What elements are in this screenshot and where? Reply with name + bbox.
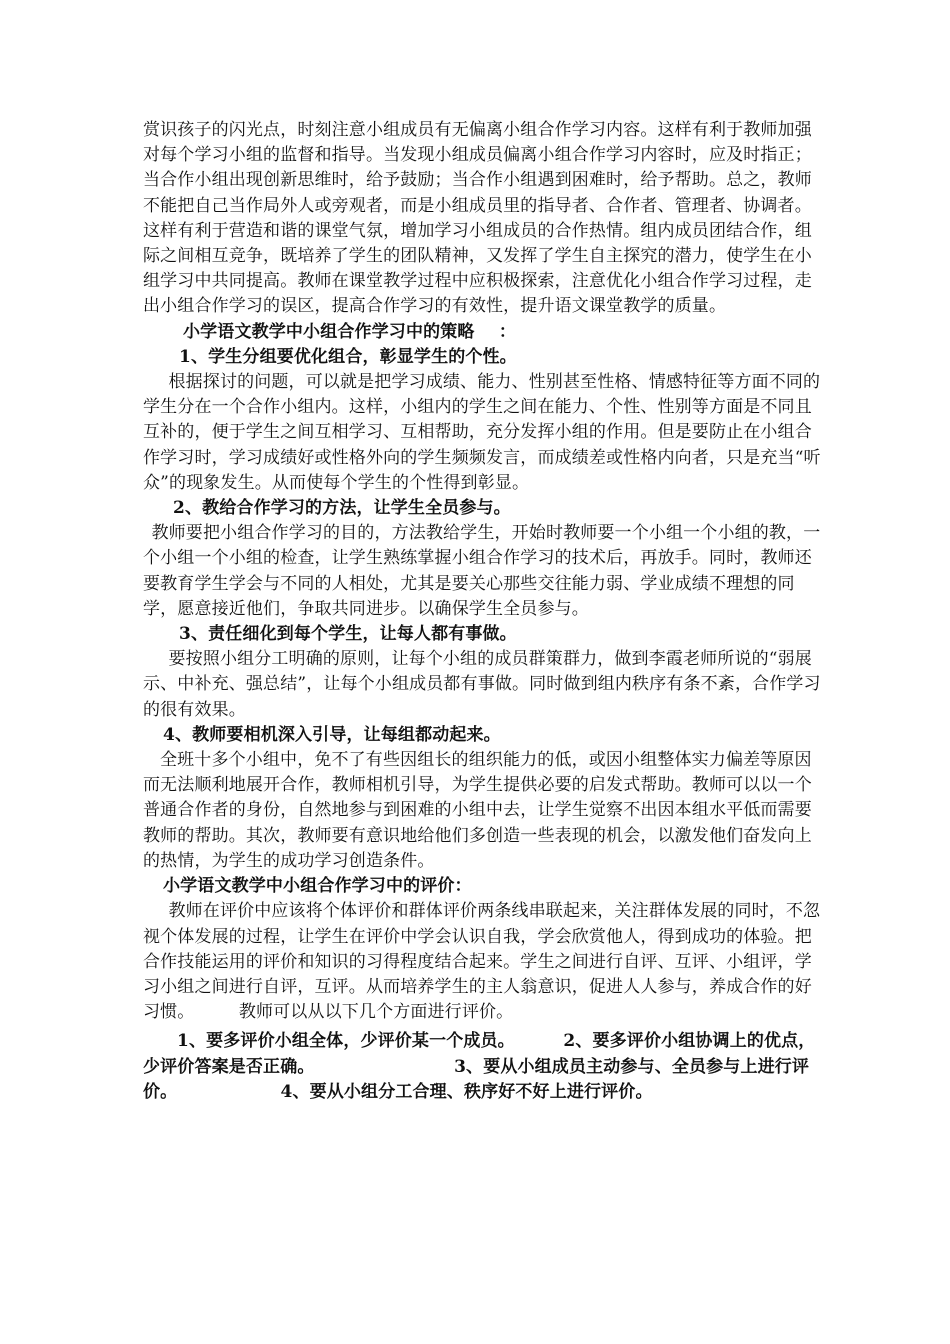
strategy-4-body: 全班十多个小组中，免不了有些因组长的组织能力的低，或因小组整体实力偏差等原因而无法顺利地展开合作，教师相机引导，为学生提供必要的启发式帮助。教师可以以一个普通合作者的身份，自然地参与到困难的小组中去，让学生觉察不出因本组水平低而需要教师的帮助。其次，教师要有意识地给他们多创造一些表现的机会，以激发他们奋发向上的热情，为学生的成功学习创造条件。 — [143, 750, 812, 871]
strategy-2-body: 教师要把小组合作学习的目的，方法教给学生，开始时教师要一个小组一个小组的教，一个小组一个小组的检查，让学生熟练掌握小组合作学习的技术后，再放手。同时，教师还要教育学生学会与不同的人相处，尤其是要关心那些交往能力弱、学业成绩不理想的同学，愿意接近他们，争取共同进步。以确保学生全员参与。 — [143, 523, 821, 619]
strategy-1-title: 1、学生分组要优化组合，彰显学生的个性。 — [179, 346, 517, 367]
evaluation-list: 1、要多评价小组全体，少评价某一个成员。 2、要多评价小组协调上的优点，少评价答案是否正确。 3、要从小组成员主动参与、全员参与上进行评价。 4、要从小组分工合理、秩序好不好上进行评价。 — [143, 1031, 816, 1102]
strategy-2-title: 2、教给合作学习的方法，让学生全员参与。 — [173, 498, 511, 519]
evaluation-body: 教师在评价中应该将个体评价和群体评价两条线串联起来，关注群体发展的同时，不忽视个体发展的过程，让学生在评价中学会认识自我，学会欣赏他人，得到成功的体验。把合作技能运用的评价和知识的习得程度结合起来。学生之间进行自评、互评、小组评，学习小组之间进行自评，互评。从而培养学生的主人翁意识，促进人人参与，养成合作的好习惯。 教师可以从以下几个方面进行评价。 — [143, 901, 821, 1023]
strategy-3-title: 3、责任细化到每个学生，让每人都有事做。 — [179, 624, 517, 645]
strategy-heading: 小学语文教学中小组合作学习中的策略 ： — [183, 321, 516, 342]
strategy-3-body: 要按照小组分工明确的原则，让每个小组的成员群策群力，做到李霞老师所说的“弱展示、中补充、强总结”，让每个小组成员都有事做。同时做到组内秩序有条不紊，合作学习的很有效果。 — [143, 649, 821, 720]
evaluation-heading: 小学语文教学中小组合作学习中的评价： — [163, 876, 472, 897]
strategy-1-body: 根据探讨的问题，可以就是把学习成绩、能力、性别甚至性格、情感特征等方面不同的学生分在一个合作小组内。这样，小组内的学生之间在能力、个性、性别等方面是不同且互补的，便于学生之间互相学习、互相帮助，充分发挥小组的作用。但是要防止在小组合作学习时，学习成绩好或性格外向的学生频频发言，而成绩差或性格内向者，只是充当“听众”的现象发生。从而使每个学生的个性得到彰显。 — [143, 372, 821, 493]
document-page — [143, 118, 823, 1105]
intro-paragraph: 赏识孩子的闪光点，时刻注意小组成员有无偏离小组合作学习内容。这样有利于教师加强对每个学习小组的监督和指导。当发现小组成员偏离小组合作学习内容时，应及时指正；当合作小组出现创新思维时，给予鼓励；当合作小组遇到困难时，给予帮助。总之，教师不能把自己当作局外人或旁观者，而是小组成员里的指导者、合作者、管理者、协调者。这样有利于营造和谐的课堂气氛，增加学习小组成员的合作热情。组内成员团结合作，组际之间相互竞争，既培养了学生的团队精神，又发挥了学生自主探究的潜力，使学生在小组学习中共同提高。教师在课堂教学过程中应积极探索，注意优化小组合作学习过程，走出小组合作学习的误区，提高合作学习的有效性，提升语文课堂教学的质量。 — [143, 120, 812, 317]
strategy-4-title: 4、教师要相机深入引导，让每组都动起来。 — [163, 724, 501, 745]
